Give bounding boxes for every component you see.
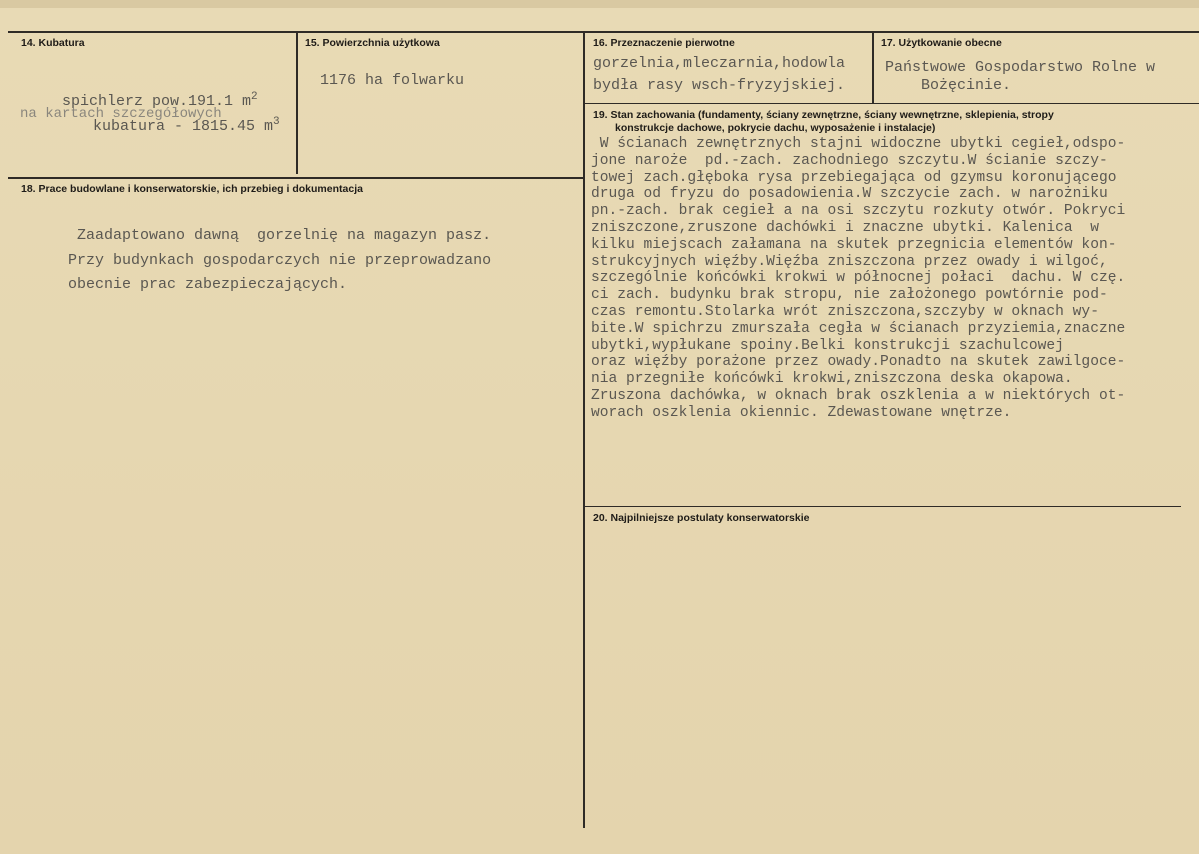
- section-14-line1-text: spichlerz pow.191.1 m: [62, 92, 252, 110]
- section-17-line1: Państwowe Gospodarstwo Rolne w: [885, 59, 1156, 76]
- section-19-line: oraz więźby porażone przez owady.Ponadto na skutek zawilgoce-: [591, 354, 1126, 371]
- section-15-label: 15. Powierzchnia użytkowa: [305, 37, 440, 49]
- section-19-line: ci zach. budynku brak stropu, nie założonego powtórnie pod-: [591, 287, 1108, 304]
- divider-16-17: [872, 33, 874, 103]
- section-18-line2: Przy budynkach gospodarczych nie przeprowadzano: [68, 252, 492, 269]
- section-19-line: druga od fryzu do posadowienia.W szczycie zach. w narożniku: [591, 186, 1108, 203]
- section-19-line: szczególnie końcówki krokwi w północnej połaci dachu. W czę.: [591, 270, 1126, 287]
- section-16-line1: gorzelnia,mleczarnia,hodowla: [593, 55, 846, 72]
- section-19-label-line1: 19. Stan zachowania (fundamenty, ściany zewnętrzne, ściany wewnętrzne, sklepienia, stropy: [593, 109, 1054, 121]
- section-14-line2-text: kubatura - 1815.45 m: [93, 117, 274, 135]
- section-18-line1: Zaadaptowano dawną gorzelnię na magazyn pasz.: [68, 227, 492, 244]
- section-20-label: 20. Najpilniejsze postulaty konserwatorskie: [593, 512, 810, 524]
- section-17-label: 17. Użytkowanie obecne: [881, 37, 1002, 49]
- section-18-label: 18. Prace budowlane i konserwatorskie, ich przebieg i dokumentacja: [21, 183, 363, 195]
- section-15-value: 1176 ha folwarku: [320, 72, 465, 89]
- section-19-line: czas remontu.Stolarka wrót zniszczona,szczyby w oknach wy-: [591, 304, 1099, 320]
- section-17-line2: Bożęcinie.: [885, 77, 1012, 94]
- section-18-line3: obecnie prac zabezpieczających.: [68, 276, 348, 293]
- rule-under-14-15: [8, 177, 583, 179]
- section-14-line2: [57, 97, 280, 152]
- section-16-line2: bydła rasy wsch-fryzyjskiej.: [593, 77, 846, 94]
- section-19-line: W ścianach zewnętrznych stajni widoczne ubytki cegieł,odspo-: [591, 136, 1126, 152]
- section-19-line: nia przegniłe końcówki krokwi,zniszczona deska okapowa.: [591, 371, 1073, 388]
- section-19-line: towej zach.głęboka rysa przebiegająca od gzymsu koronującego: [591, 169, 1117, 186]
- section-19-line: jone naroże pd.-zach. zachodniego szczytu.W ścianie szczy-: [591, 152, 1108, 169]
- section-19-line: pn.-zach. brak cegieł a na osi szczytu rozkuty otwór. Pokryci: [591, 203, 1126, 220]
- divider-14-15: [296, 33, 298, 174]
- section-16-label: 16. Przeznaczenie pierwotne: [593, 37, 735, 49]
- section-14-line2-sup: 3: [273, 115, 280, 128]
- rule-under-16-17: [585, 103, 1199, 104]
- section-14-label: 14. Kubatura: [21, 37, 85, 49]
- rule-above-20: [585, 506, 1181, 507]
- section-19-line: zniszczone,zruszone dachówki i znaczne ubytki. Kalenica w: [591, 220, 1099, 236]
- section-14-under-text: na kartach szczegółowych: [20, 106, 222, 122]
- top-rule: [8, 31, 1199, 33]
- section-19-line: strukcyjnych więźby.Więźba zniszczona przez owady i wilgoć,: [591, 253, 1108, 270]
- section-19-line: ubytki,wypłukane spoiny.Belki konstrukcji szachulcowej: [591, 337, 1064, 354]
- card-top-edge: [0, 0, 1199, 8]
- section-19-label-line2: konstrukcje dachowe, pokrycie dachu, wyposażenie i instalacje): [615, 122, 936, 134]
- divider-main: [583, 33, 585, 828]
- section-14-line1-sup: 2: [251, 90, 258, 103]
- section-19-line: bite.W spichrzu zmurszała cegła w ścianach przyziemia,znaczne: [591, 320, 1126, 337]
- section-19-line: Zruszona dachówka, w oknach brak oszklenia a w niektórych ot-: [591, 388, 1126, 404]
- section-19-line: kilku miejscach załamana na skutek przegnicia elementów kon-: [591, 236, 1117, 253]
- section-19-line: worach oszklenia okiennic. Zdewastowane wnętrze.: [591, 404, 1012, 421]
